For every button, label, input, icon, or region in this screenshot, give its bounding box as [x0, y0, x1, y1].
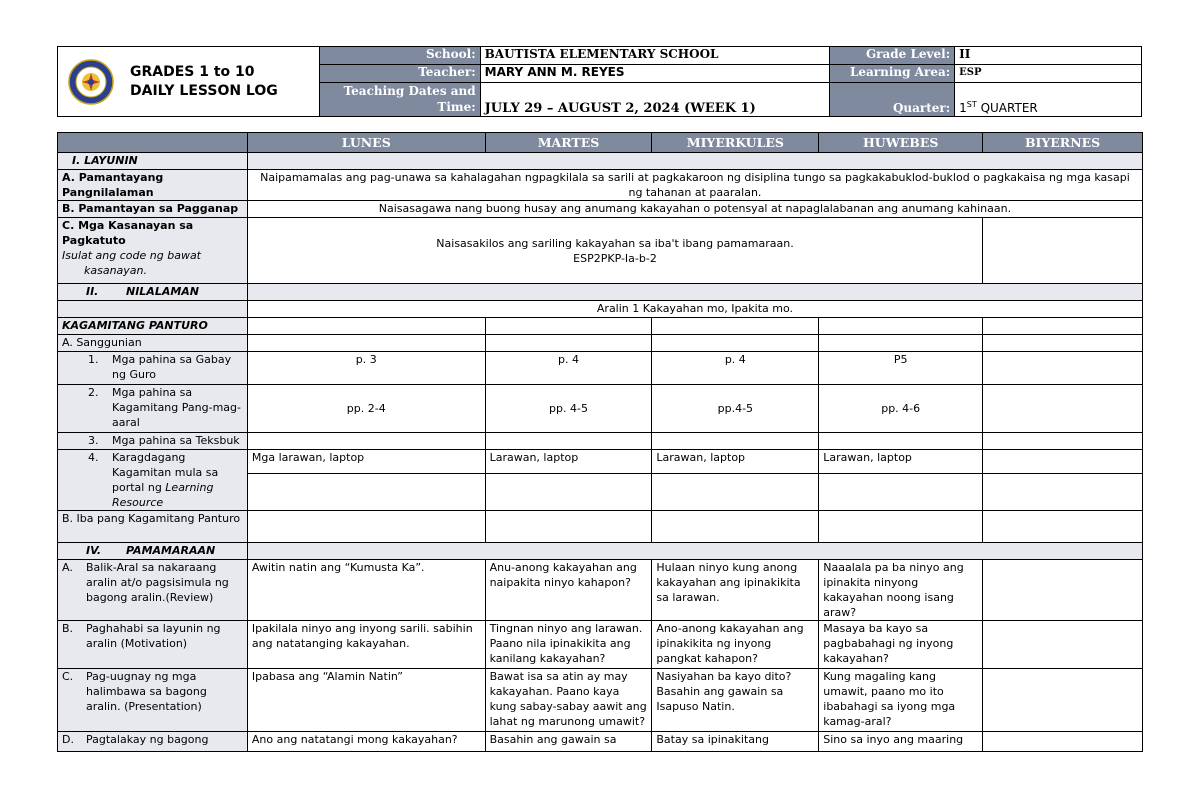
empty-cell — [485, 474, 652, 511]
lm-page-martes: pp. 4-5 — [485, 385, 652, 433]
gabay-page-huwebes: P5 — [819, 352, 983, 385]
kasanayan-code: ESP2PKP-Ia-b-2 — [573, 251, 657, 265]
pamantayang-pangnilalaman-text: Naipamamalas ang pag-unawa sa kahalagahan ngpagkilala sa sarili at pagkakaroon ng disiplina tungo sa pagkakabuklod-buklod o pagkakaisa ng mga kasapi ng tahanan at paaralan. — [247, 170, 1142, 201]
section-nilalaman — [58, 284, 248, 301]
quarter-superscript: ST — [966, 100, 977, 109]
empty-cell — [983, 474, 1143, 511]
balik-aral-lunes: Awitin natin ang “Kumusta Ka”. — [247, 560, 485, 621]
row-label-kagamitang-pang-mag-aaral — [58, 385, 248, 433]
day-header: MARTES — [485, 133, 652, 153]
row-label-text: Mga pahina sa Gabay ng Guro — [112, 353, 232, 381]
resource-biyernes — [983, 450, 1143, 474]
balik-aral-martes: Anu-anong kakayahan ang naipakita ninyo kahapon? — [485, 560, 652, 621]
pag-uugnay-lunes: Ipabasa ang “Alamin Natin” — [247, 669, 485, 732]
row-letter: A. — [62, 561, 73, 574]
empty-cell — [819, 474, 983, 511]
empty-cell — [247, 335, 485, 352]
empty-cell — [819, 511, 983, 543]
row-number: 2. — [88, 386, 99, 399]
pamamaraan-number: IV. — [86, 544, 102, 557]
gabay-page-biyernes — [983, 352, 1143, 385]
day-header: MIYERKULES — [652, 133, 819, 153]
resource-lunes: Mga larawan, laptop — [247, 450, 485, 474]
header-table — [57, 46, 1142, 117]
gabay-page-lunes: p. 3 — [247, 352, 485, 385]
empty-cell — [485, 335, 652, 352]
empty-cell — [247, 474, 485, 511]
logo-title-cell — [58, 47, 320, 117]
row-letter: C. — [62, 670, 74, 683]
empty-cell — [983, 511, 1143, 543]
paghahabi-martes: Tingnan ninyo ang larawan. Paano nila ipinakikita ang kanilang kakayahan? — [485, 621, 652, 669]
teacher-label: Teacher: — [319, 65, 480, 83]
resource-martes: Larawan, laptop — [485, 450, 652, 474]
empty-cell — [983, 335, 1143, 352]
school-label: School: — [319, 47, 480, 65]
empty-cell — [652, 474, 819, 511]
lm-page-miyerkules: pp.4-5 — [652, 385, 819, 433]
empty-cell — [652, 335, 819, 352]
kasanayan-empty-cell — [983, 218, 1143, 284]
pag-uugnay-biyernes — [983, 669, 1143, 732]
lm-page-lunes: pp. 2-4 — [247, 385, 485, 433]
row-label-text: Balik-Aral sa nakaraang aralin at/o pagsisimula ng bagong aralin.(Review) — [86, 561, 229, 604]
paghahabi-lunes: Ipakilala ninyo ang inyong sarili. sabihin ang natatanging kakayahan. — [247, 621, 485, 669]
nilalaman-number: II. — [86, 285, 99, 298]
kasanayan-text — [247, 218, 982, 284]
pagtalakay-martes: Basahin ang gawain sa — [485, 732, 652, 752]
empty-cell — [983, 318, 1143, 335]
quarter-value — [955, 83, 1142, 117]
row-label-text: Pagtalakay ng bagong — [86, 733, 209, 746]
kasanayan-label-line-3: kasanayan. — [84, 264, 148, 277]
empty-cell — [652, 511, 819, 543]
row-label-text: Pag-uugnay ng mga halimbawa sa bagong aralin. (Presentation) — [86, 670, 207, 713]
empty-cell — [485, 433, 652, 450]
dates-label-line-2: Time: — [437, 100, 476, 114]
gabay-page-miyerkules: p. 4 — [652, 352, 819, 385]
resource-miyerkules: Larawan, laptop — [652, 450, 819, 474]
row-label-karagdagang-kagamitan — [58, 450, 248, 511]
quarter-word: QUARTER — [976, 101, 1038, 115]
title-line-1: GRADES 1 to 10 — [130, 63, 255, 80]
kasanayan-label-line-2: Isulat ang code ng bawat — [62, 249, 201, 262]
day-header: BIYERNES — [983, 133, 1143, 153]
balik-aral-huwebes: Naaalala pa ba ninyo ang ipinakita ninyong kakayahan noong isang araw? — [819, 560, 983, 621]
row-label-pag-uugnay — [58, 669, 248, 732]
row-label-text: Karagdagang Kagamitan mula sa portal ng — [112, 451, 219, 494]
empty-cell — [819, 433, 983, 450]
paghahabi-huwebes: Masaya ba kayo sa pagbabahagi ng inyong kakayahan? — [819, 621, 983, 669]
school-value: BAUTISTA ELEMENTARY SCHOOL — [480, 47, 830, 65]
blank-label-cell — [58, 301, 248, 318]
grade-value: II — [955, 47, 1142, 65]
pamantayan-sa-pagganap-text: Naisasagawa nang buong husay ang anumang kakayahan o potensyal at napaglalabanan ang anumang kahinaan. — [247, 201, 1142, 218]
pagtalakay-miyerkules: Batay sa ipinakitang — [652, 732, 819, 752]
row-label-pamantayan-sa-pagganap: B. Pamantayan sa Pagganap — [58, 201, 248, 218]
row-label-pagtalakay — [58, 732, 248, 752]
row-label-text: Paghahabi sa layunin ng aralin (Motivation) — [86, 622, 221, 650]
balik-aral-biyernes — [983, 560, 1143, 621]
pamamaraan-label: PAMAMARAAN — [126, 544, 216, 557]
empty-cell — [485, 318, 652, 335]
row-label-text: Mga pahina sa Teksbuk — [112, 434, 240, 447]
paghahabi-biyernes — [983, 621, 1143, 669]
row-label-pamantayang-pangnilalaman: A. Pamantayang Pangnilalaman — [58, 170, 248, 201]
area-value: ESP — [955, 65, 1142, 83]
balik-aral-miyerkules: Hulaan ninyo kung anong kakayahan ang ipinakikita sa larawan. — [652, 560, 819, 621]
lm-page-biyernes — [983, 385, 1143, 433]
quarter-number: 1 — [959, 101, 967, 115]
deped-seal-icon — [68, 59, 114, 105]
row-letter: B. — [62, 622, 74, 635]
gabay-page-martes: p. 4 — [485, 352, 652, 385]
nilalaman-label: NILALAMAN — [126, 285, 200, 298]
row-label-teksbuk — [58, 433, 248, 450]
empty-cell — [247, 511, 485, 543]
pagtalakay-huwebes: Sino sa inyo ang maaring — [819, 732, 983, 752]
pag-uugnay-huwebes: Kung magaling kang umawit, paano mo ito ibabahagi sa iyong mga kamag-aral? — [819, 669, 983, 732]
row-number: 4. — [88, 451, 99, 464]
empty-cell — [485, 511, 652, 543]
teacher-value: MARY ANN M. REYES — [480, 65, 830, 83]
row-label-paghahabi — [58, 621, 248, 669]
section-layunin: I. LAYUNIN — [58, 153, 248, 170]
row-label-text-italic: Learning Resource — [112, 481, 214, 509]
empty-cell — [247, 318, 485, 335]
empty-cell — [652, 318, 819, 335]
row-number: 1. — [88, 353, 99, 366]
grade-label: Grade Level: — [830, 47, 955, 65]
resource-huwebes: Larawan, laptop — [819, 450, 983, 474]
empty-cell — [983, 433, 1143, 450]
empty-cell — [819, 335, 983, 352]
title-line-2: DAILY LESSON LOG — [130, 82, 278, 99]
row-letter: D. — [62, 733, 74, 746]
lesson-log-table — [57, 132, 1143, 752]
row-label-sanggunian: A. Sanggunian — [58, 335, 248, 352]
section-pamamaraan — [58, 543, 248, 560]
empty-cell — [819, 318, 983, 335]
row-label-kasanayan — [58, 218, 248, 284]
section-fill — [247, 153, 1142, 170]
empty-cell — [652, 433, 819, 450]
day-header: LUNES — [247, 133, 485, 153]
row-label-text: Mga pahina sa Kagamitang Pang-mag-aaral — [112, 386, 241, 429]
row-number: 3. — [88, 434, 99, 447]
section-fill — [247, 284, 1142, 301]
dates-label — [319, 83, 480, 117]
pagtalakay-biyernes — [983, 732, 1143, 752]
dates-value: JULY 29 – AUGUST 2, 2024 (WEEK 1) — [480, 83, 830, 117]
day-header: HUWEBES — [819, 133, 983, 153]
dates-label-line-1: Teaching Dates and — [343, 84, 476, 98]
row-label-iba-pang-kagamitan: B. Iba pang Kagamitang Panturo — [58, 511, 248, 543]
pag-uugnay-martes: Bawat isa sa atin ay may kakayahan. Paano kaya kung sabay-sabay aawit ang lahat ng marunong umawit? — [485, 669, 652, 732]
pag-uugnay-miyerkules: Nasiyahan ba kayo dito? Basahin ang gawain sa Isapuso Natin. — [652, 669, 819, 732]
section-fill — [247, 543, 1142, 560]
row-label-balik-aral — [58, 560, 248, 621]
area-label: Learning Area: — [830, 65, 955, 83]
aralin-title: Aralin 1 Kakayahan mo, Ipakita mo. — [247, 301, 1142, 318]
lm-page-huwebes: pp. 4-6 — [819, 385, 983, 433]
paghahabi-miyerkules: Ano-anong kakayahan ang ipinakikita ng inyong pangkat kahapon? — [652, 621, 819, 669]
kasanayan-label-line-1: C. Mga Kasanayan sa Pagkatuto — [62, 219, 194, 247]
kasanayan-text-line-1: Naisasakilos ang sariling kakayahan sa iba't ibang pamamaraan. — [436, 236, 794, 250]
empty-cell — [247, 433, 485, 450]
row-label-gabay-ng-guro — [58, 352, 248, 385]
quarter-label: Quarter: — [830, 83, 955, 117]
section-kagamitang-panturo: KAGAMITANG PANTURO — [58, 318, 248, 335]
pagtalakay-lunes: Ano ang natatangi mong kakayahan? — [247, 732, 485, 752]
corner-cell — [58, 133, 248, 153]
